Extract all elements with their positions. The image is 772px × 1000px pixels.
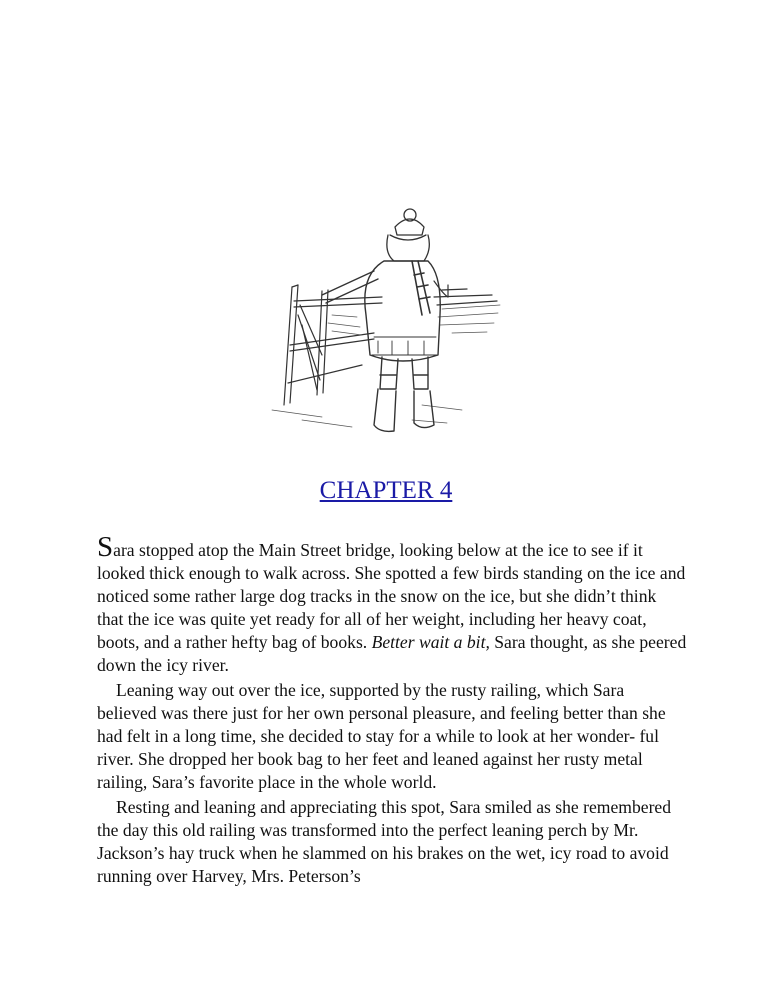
chapter-body [97,531,687,888]
paragraph-1-text-a: ara stopped atop the Main Street bridge, looking below at the ice to see if it looked thick enough to walk across. She spotted a few birds standing on the ice and noticed some rather large dog tracks in the snow on the ice, but she didn’t think that the ice was quite yet ready for all of her weight, including her heavy coat, boots, and a rather hefty bag of books. [97,540,686,652]
girl-on-bridge-sketch-icon [262,205,502,450]
paragraph-3: Resting and leaning and appreciating this spot, Sara smiled as she remembered the day this old railing was transformed into the perfect leaning perch by Mr. Jackson’s hay truck when he slammed on his brakes on the wet, icy road to avoid running over Harvey, Mrs. Peterson’s [97,797,672,886]
drop-cap: S [97,531,114,563]
paragraph-1 [97,531,687,677]
chapter-heading [0,476,772,506]
paragraph-2: Leaning way out over the ice, supported by the rusty railing, which Sara believed was there just for her own personal pleasure, and feeling better than she had felt in a long time, she decided to stay for a while to look at her wonder- ful river. She dropped her book bag to her feet and leaned against her rusty metal railing, Sara’s favorite place in the whole world. [97,680,666,792]
chapter-title-link[interactable]: CHAPTER 4 [319,477,453,504]
paragraph-1-italic: Better wait a bit, [371,632,490,652]
paragraph-1-text-b: Sara thought, as she peered down the icy river. [97,632,687,675]
